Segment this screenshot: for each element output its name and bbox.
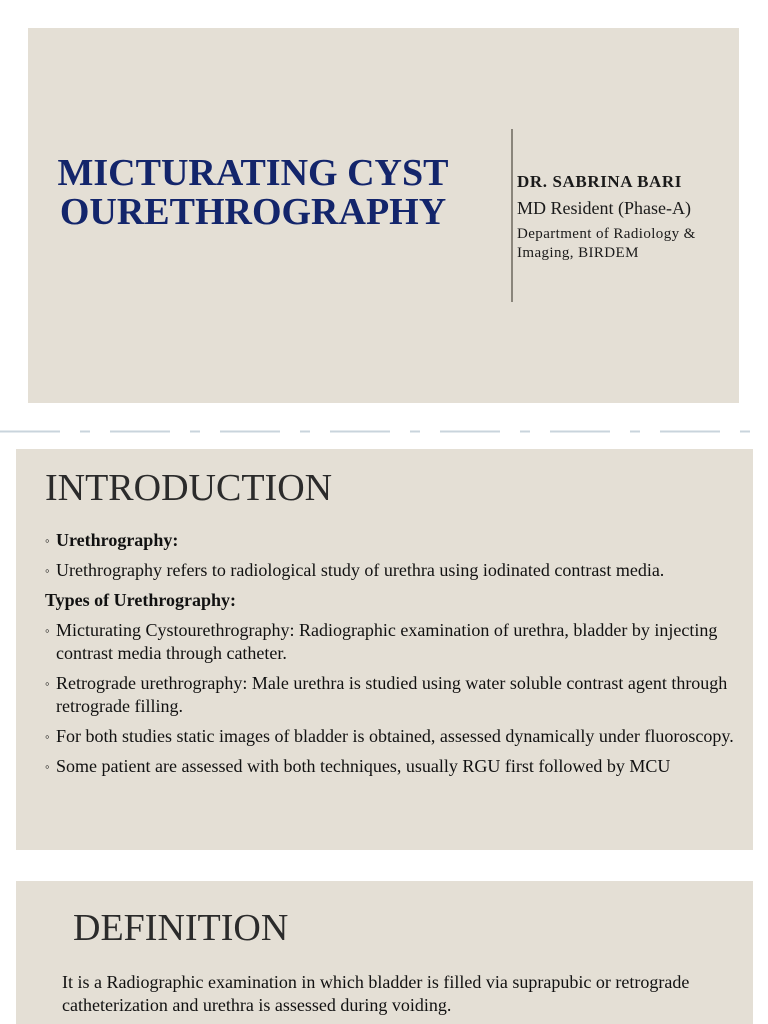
title-slide bbox=[28, 28, 739, 403]
presentation-title: MICTURATING CYSTOURETHROGRAPHY bbox=[57, 152, 449, 233]
author-block bbox=[517, 172, 717, 263]
definition-slide bbox=[16, 881, 753, 1024]
definition-heading: DEFINITION bbox=[73, 907, 289, 949]
bullet-item: ◦ Urethrography refers to radiological study of urethra using iodinated contrast media. bbox=[45, 559, 735, 582]
bullet-item: ◦ Some patient are assessed with both techniques, usually RGU first followed by MCU bbox=[45, 755, 735, 778]
types-heading: Types of Urethrography: bbox=[45, 590, 236, 610]
bullet-item: ◦ For both studies static images of bladder is obtained, assessed dynamically under fluoroscopy. bbox=[45, 725, 735, 748]
bullet-item: ◦ Retrograde urethrography: Male urethra is studied using water soluble contrast agent through retrograde filling. bbox=[45, 672, 735, 718]
slide-separator bbox=[0, 430, 768, 433]
author-name: DR. SABRINA BARI bbox=[517, 172, 682, 191]
definition-text: It is a Radiographic examination in which bladder is filled via suprapubic or retrograde catheterization and urethra is assessed during voiding. bbox=[62, 972, 690, 1015]
bullet-item: ◦ Micturating Cystourethrography: Radiographic examination of urethra, bladder by injecting contrast media through catheter. bbox=[45, 619, 735, 665]
introduction-slide bbox=[16, 449, 753, 850]
bullet-item: ◦ Urethrography: bbox=[45, 529, 735, 552]
title-divider bbox=[511, 129, 513, 302]
author-role: MD Resident (Phase-A) bbox=[517, 198, 691, 218]
introduction-content bbox=[45, 529, 735, 785]
author-department: Department of Radiology & Imaging, BIRDEM bbox=[517, 226, 696, 261]
introduction-heading: INTRODUCTION bbox=[45, 467, 333, 509]
